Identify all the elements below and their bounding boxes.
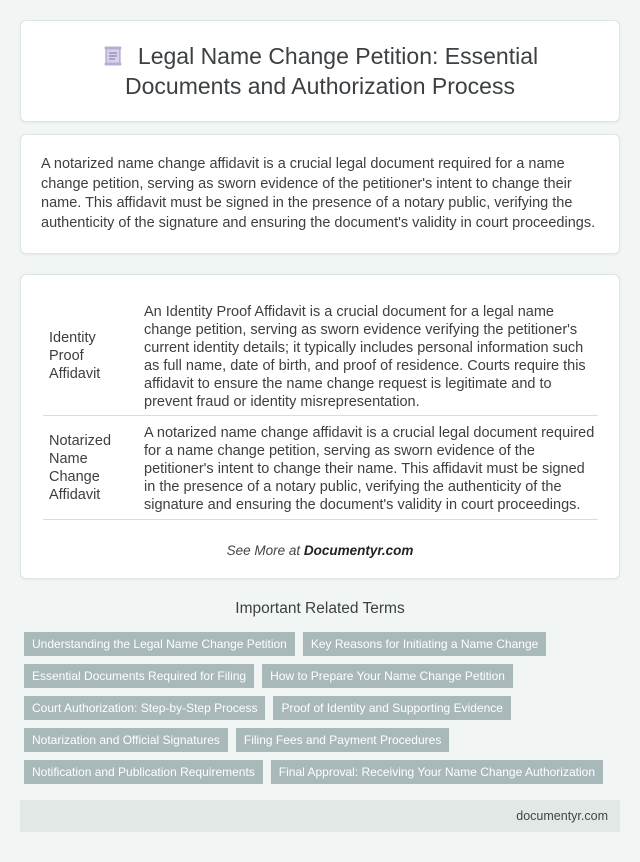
intro-paragraph: A notarized name change affidavit is a crucial legal document required for a name change petition, serving as sworn evidence of the petitioner's intent to change their name. This affidavit must be signed in the presence of a notary public, verifying the authenticity of the signature and ensuring the document's validity in court proceedings. — [41, 156, 596, 231]
related-term-tag[interactable]: Notification and Publication Requirements — [24, 760, 263, 784]
description-cell: An Identity Proof Affidavit is a crucial document for a legal name change petition, serving as sworn evidence verifying the petitioner's current identity details; it typically includes personal information such as full name, date of birth, and proof of residence. Courts require this affidavit to ensure the name change request is legitimate and to prevent fraud or identity misrepresentation. — [138, 297, 598, 416]
term-cell: Notarized Name Change Affidavit — [43, 416, 138, 520]
see-more-site[interactable]: Documentyr.com — [303, 543, 414, 558]
related-terms-tags — [24, 632, 624, 792]
term-cell: Identity Proof Affidavit — [43, 297, 138, 416]
title-block — [102, 41, 538, 101]
related-term-tag[interactable]: Essential Documents Required for Filing — [24, 664, 254, 688]
description-cell: A notarized name change affidavit is a crucial legal document required for a name change petition, serving as sworn evidence of the petitioner's intent to change their name. This affidavit must be signed in the presence of a notary public, verifying the authenticity of the signature and ensuring the document's validity in court proceedings. — [138, 416, 598, 520]
footer-site-link[interactable]: documentyr.com — [516, 809, 608, 823]
footer — [20, 800, 620, 832]
title-card — [20, 20, 620, 122]
see-more-link[interactable] — [21, 543, 619, 558]
table-row — [43, 297, 598, 416]
related-term-tag[interactable]: Notarization and Official Signatures — [24, 728, 228, 752]
table-row — [43, 416, 598, 520]
definitions-card — [20, 274, 620, 579]
see-more-prefix: See More at — [226, 543, 304, 558]
page-title-line2: Documents and Authorization Process — [125, 73, 515, 99]
related-term-tag[interactable]: Understanding the Legal Name Change Petition — [24, 632, 295, 656]
related-term-tag[interactable]: Final Approval: Receiving Your Name Change Authorization — [271, 760, 603, 784]
related-term-tag[interactable]: Proof of Identity and Supporting Evidence — [273, 696, 510, 720]
related-term-tag[interactable]: Court Authorization: Step-by-Step Process — [24, 696, 265, 720]
related-term-tag[interactable]: How to Prepare Your Name Change Petition — [262, 664, 513, 688]
definitions-table — [43, 297, 598, 520]
document-scroll-icon — [102, 45, 124, 67]
related-term-tag[interactable]: Key Reasons for Initiating a Name Change — [303, 632, 546, 656]
related-terms-heading: Important Related Terms — [235, 600, 405, 617]
page-title-line1: Legal Name Change Petition: Essential — [137, 43, 539, 69]
related-term-tag[interactable]: Filing Fees and Payment Procedures — [236, 728, 449, 752]
intro-card — [20, 134, 620, 254]
